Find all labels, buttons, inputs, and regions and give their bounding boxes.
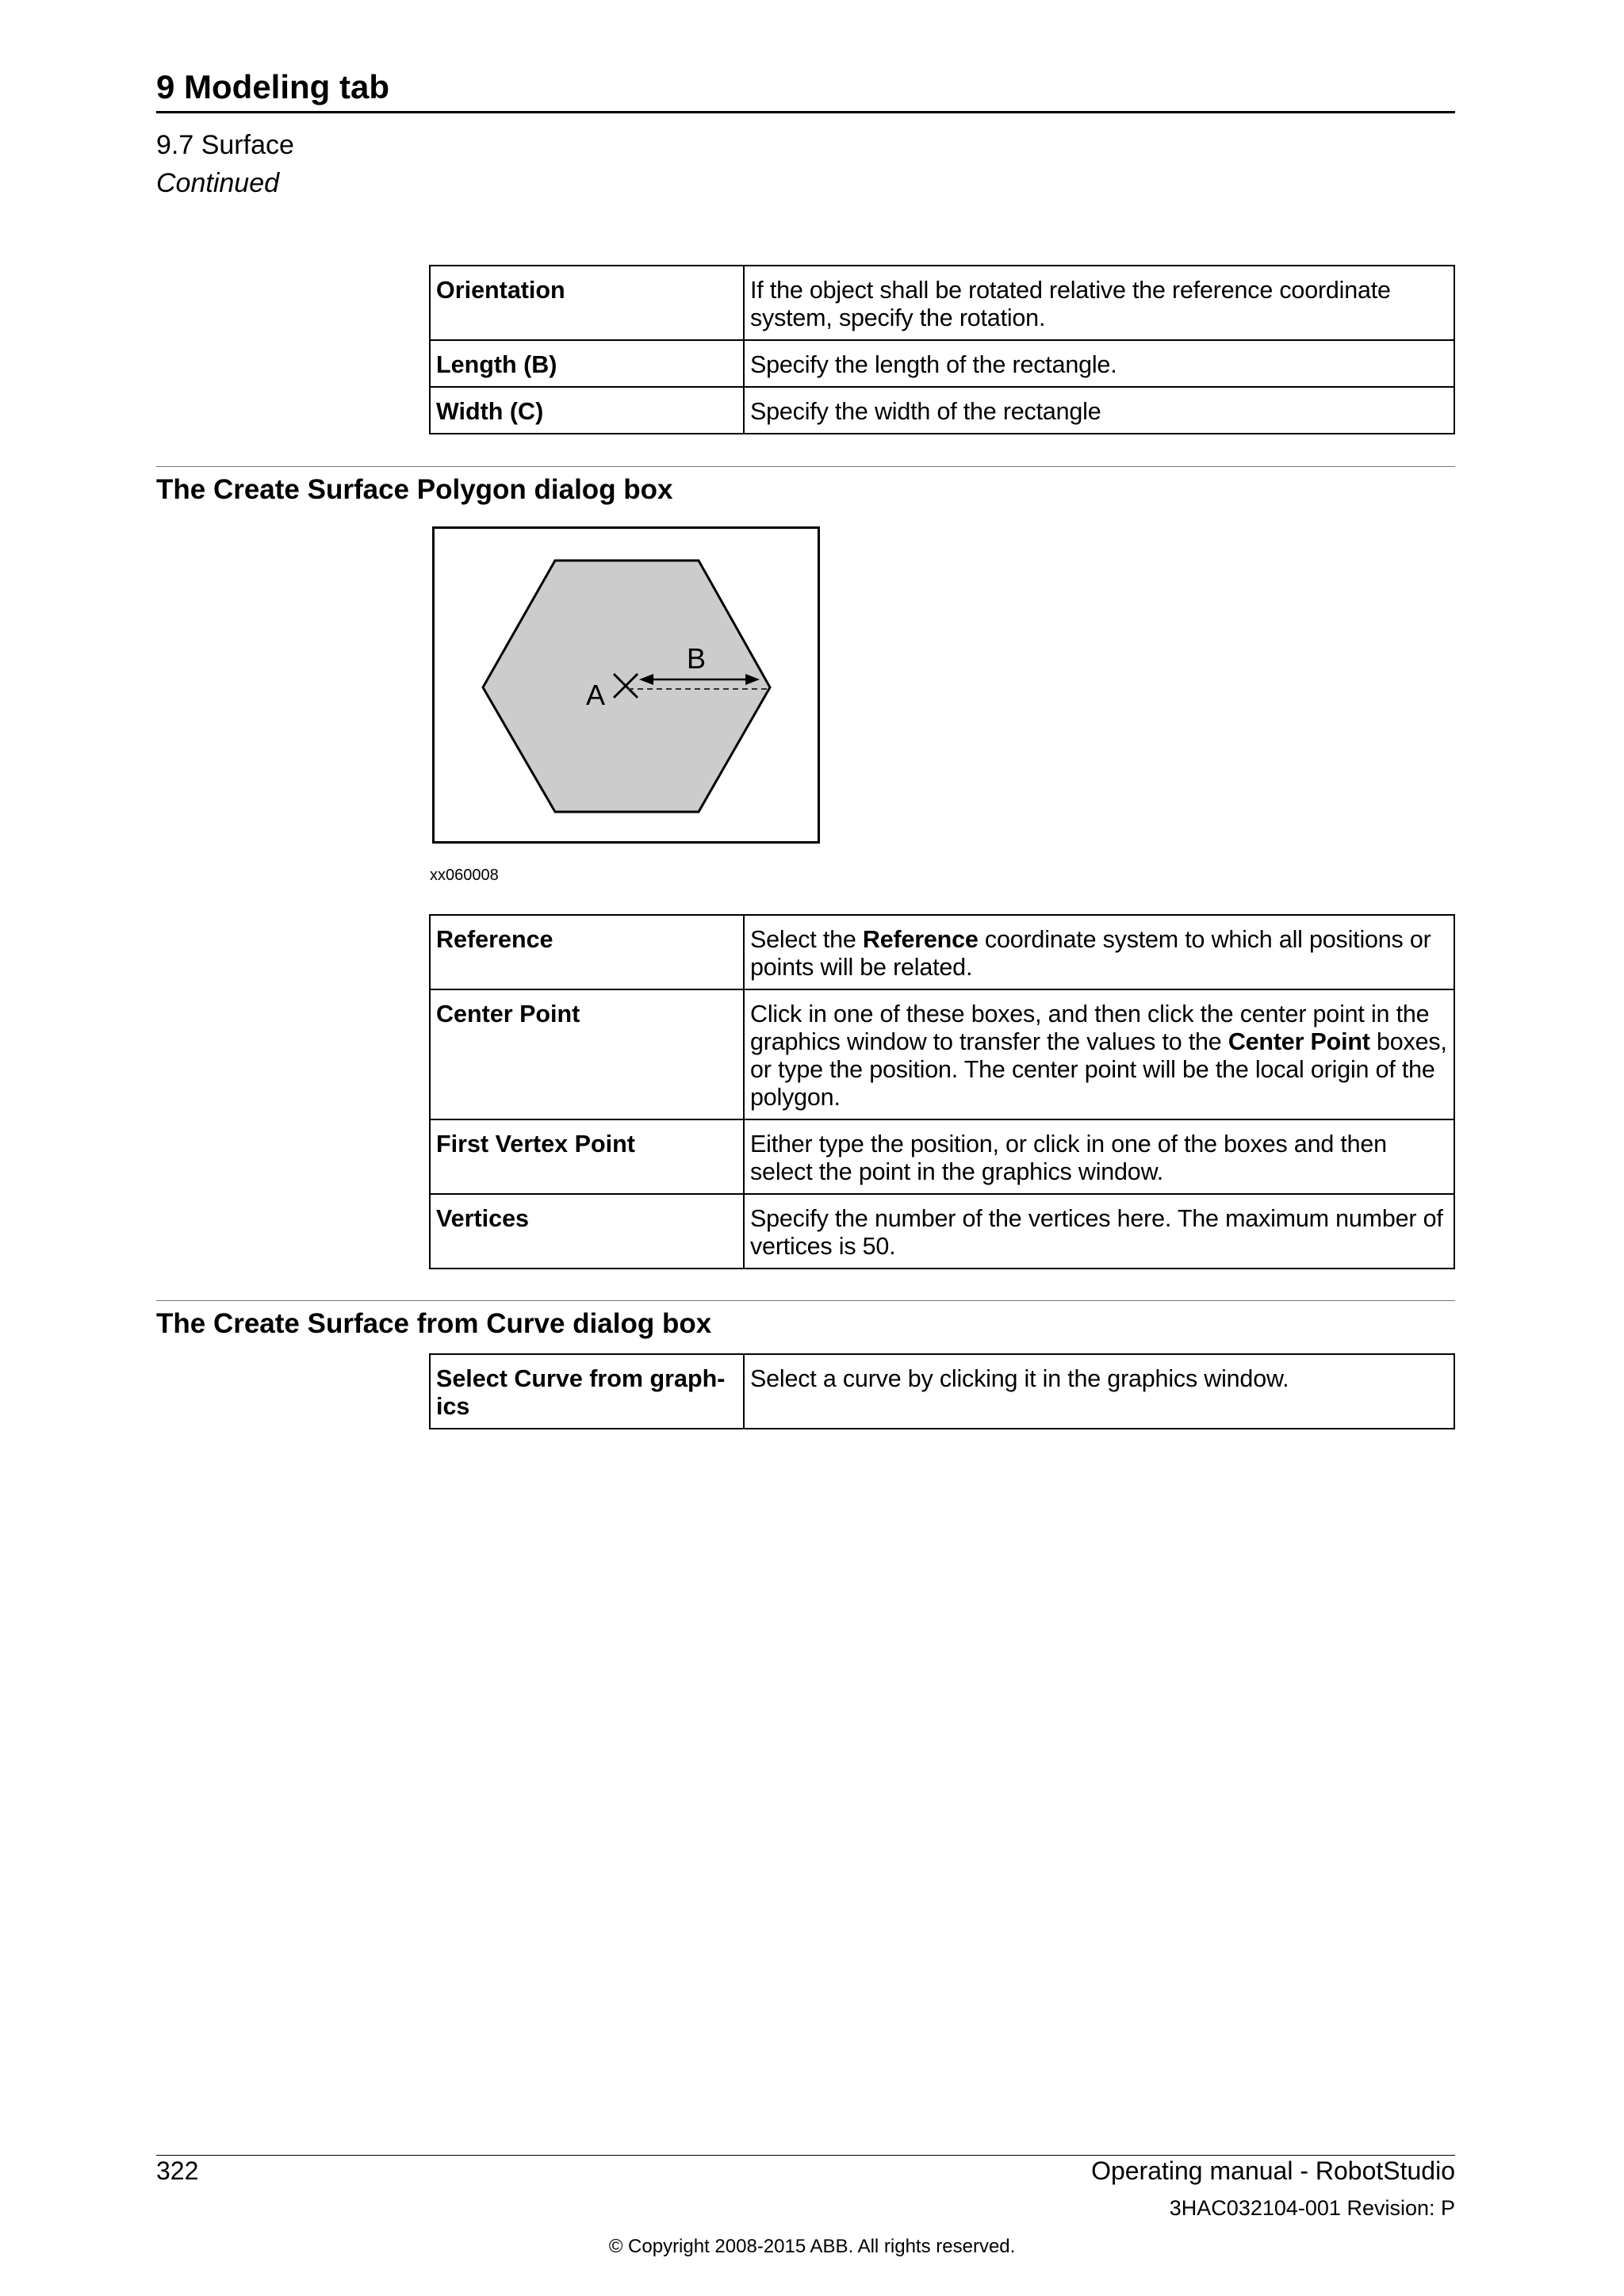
description-cell: Either type the position, or click in one of the boxes and then select the point in the graphics window.	[744, 1119, 1454, 1194]
rectangle-parameters-table	[429, 265, 1455, 434]
table-row	[430, 1194, 1454, 1269]
description-cell: If the object shall be rotated relative the reference coordinate system, specify the rotation.	[744, 266, 1454, 340]
term-cell: Length (B)	[430, 340, 744, 387]
table-row	[430, 1354, 1454, 1429]
term-text: ics	[436, 1393, 470, 1420]
hexagon-diagram	[435, 529, 818, 841]
document-revision: 3HAC032104-001 Revision: P	[1169, 2196, 1455, 2220]
table-row	[430, 387, 1454, 434]
term-cell: Orientation	[430, 266, 744, 340]
description-cell	[744, 989, 1454, 1119]
polygon-parameters-table	[429, 914, 1455, 1269]
table-row	[430, 340, 1454, 387]
section-title: 9.7 Surface	[156, 130, 294, 160]
curve-parameters-table	[429, 1353, 1455, 1429]
description-cell: Specify the width of the rectangle	[744, 387, 1454, 434]
description-cell: Specify the number of the vertices here. The maximum number of vertices is 50.	[744, 1194, 1454, 1269]
desc-text: Click in one of these boxes, and then click the center point in the graphics window to transfer the values to the	[750, 1001, 1430, 1055]
copyright-notice: © Copyright 2008-2015 ABB. All rights reserved.	[608, 2236, 1016, 2257]
term-cell: Width (C)	[430, 387, 744, 434]
page-number: 322	[156, 2156, 199, 2185]
polygon-figure	[432, 526, 820, 844]
term-cell: Vertices	[430, 1194, 744, 1269]
section-rule	[156, 1300, 1455, 1301]
curve-section-heading: The Create Surface from Curve dialog box	[156, 1308, 712, 1339]
manual-title: Operating manual - RobotStudio	[1091, 2156, 1455, 2185]
description-cell: Specify the length of the rectangle.	[744, 340, 1454, 387]
desc-text: coordinate system to which all positions or points will be related.	[750, 926, 1431, 981]
polygon-section-heading: The Create Surface Polygon dialog box	[156, 474, 673, 505]
table-row	[430, 266, 1454, 340]
section-rule	[156, 466, 1455, 467]
label-a: A	[586, 679, 606, 711]
header-rule	[156, 111, 1455, 113]
term-cell: Center Point	[430, 989, 744, 1119]
term-cell: First Vertex Point	[430, 1119, 744, 1194]
term-cell	[430, 1354, 744, 1429]
table-row	[430, 915, 1454, 989]
continued-label: Continued	[156, 168, 280, 198]
desc-bold-text: Reference	[862, 926, 979, 953]
table-row	[430, 1119, 1454, 1194]
figure-id: xx060008	[430, 867, 499, 884]
desc-bold-text: Center Point	[1228, 1028, 1370, 1055]
label-b: B	[687, 642, 707, 675]
term-text: Select Curve from graph-	[436, 1365, 726, 1392]
description-cell: Select a curve by clicking it in the graphics window.	[744, 1354, 1454, 1429]
desc-text: boxes, or type the position. The center point will be the local origin of the polygon.	[750, 1028, 1447, 1111]
footer-rule	[156, 2155, 1455, 2156]
description-cell	[744, 915, 1454, 989]
table-row	[430, 989, 1454, 1119]
desc-text: Select the	[750, 926, 863, 953]
term-cell: Reference	[430, 915, 744, 989]
chapter-title: 9 Modeling tab	[156, 68, 389, 105]
